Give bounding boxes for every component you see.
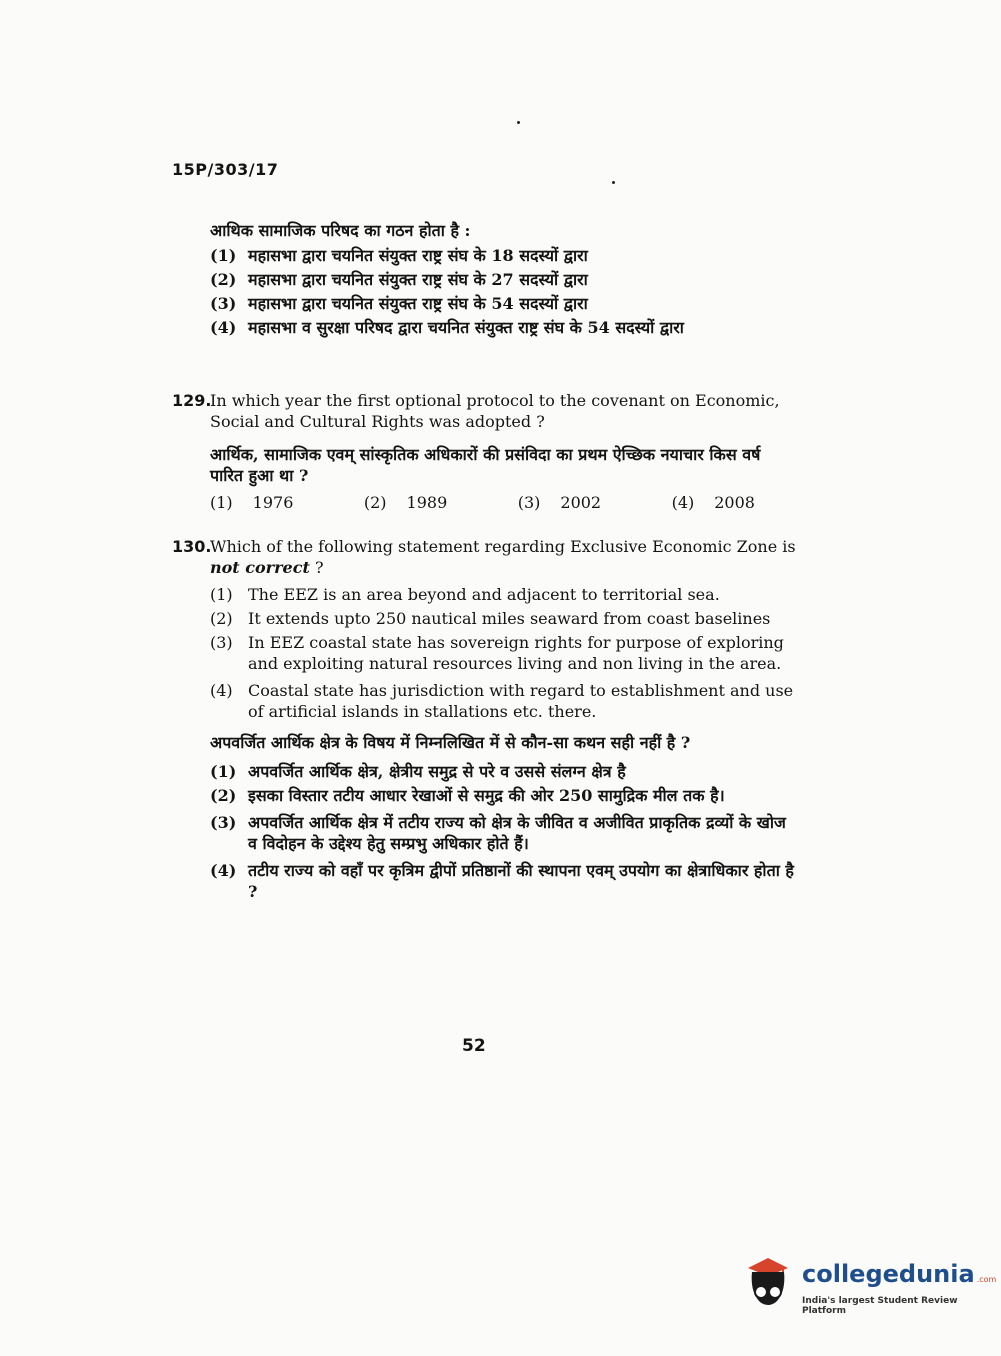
option: (3) अपवर्जित आर्थिक क्षेत्र में तटीय राज्य को क्षेत्र के जीवित व अजीवित प्राकृतिक द्रव्यों के खोज व विदोहन के उद्देश्य हेतु सम्प्रभु अधिकार होते हैं। (210, 813, 786, 853)
paper-code: 15P/303/17 (172, 160, 279, 179)
prev-question-hindi (172, 220, 797, 341)
option: (4) तटीय राज्य को वहाँ पर कृत्रिम द्वीपों प्रतिष्ठानों की स्थापना एवम् उपयोग का क्षेत्राधिकार होता है ? (210, 861, 794, 901)
page-number: 52 (462, 1036, 486, 1056)
question-english (172, 536, 797, 578)
option: (3) महासभा द्वारा चयनित संयुक्त राष्ट्र संघ के 54 सदस्यों द्वारा (210, 294, 588, 313)
options-list (210, 245, 797, 338)
option: (2) महासभा द्वारा चयनित संयुक्त राष्ट्र संघ के 27 सदस्यों द्वारा (210, 270, 588, 289)
question-129 (172, 390, 797, 513)
options-row (210, 492, 755, 513)
option: (2) इसका विस्तार तटीय आधार रेखाओं से समुद्र की ओर 250 सामुद्रिक मील तक है। (210, 786, 725, 805)
scan-speck (517, 121, 520, 124)
question-text-hindi: अपवर्जित आर्थिक क्षेत्र के विषय में निम्नलिखित में से कौन-सा कथन सही नहीं है ? (210, 733, 691, 752)
question-number: 129. (172, 391, 212, 410)
options-list-hindi (210, 761, 797, 902)
question-text-english: In which year the first optional protocol to the covenant on Economic, Social and Cultural Rights was adopted ? (210, 391, 780, 431)
question-130 (172, 536, 797, 905)
option: (1) अपवर्जित आर्थिक क्षेत्र, क्षेत्रीय समुद्र से परे व उससे संलग्न क्षेत्र है (210, 762, 626, 781)
option: (4) महासभा व सुरक्षा परिषद द्वारा चयनित संयुक्त राष्ट्र संघ के 54 सदस्यों द्वारा (210, 318, 684, 337)
brand-tagline: India's largest Student Review Platform (802, 1296, 958, 1316)
brand-name: collegedunia .com (802, 1260, 997, 1288)
option: (2) 1989 (363, 493, 448, 512)
student-mascot-icon (742, 1252, 794, 1308)
emphasis: not correct (210, 558, 310, 577)
question-text-english: Which of the following statement regarding Exclusive Economic Zone is not correct ? (210, 537, 796, 577)
collegedunia-logo (742, 1248, 997, 1318)
options-list-english (210, 584, 797, 722)
option: (1) 1976 (210, 493, 294, 512)
scan-speck (612, 181, 615, 184)
question-number: 130. (172, 537, 212, 556)
question-english (172, 390, 797, 432)
option: (4) 2008 (671, 493, 755, 512)
question-stem-hindi: आथिक सामाजिक परिषद का गठन होता है : (210, 221, 471, 240)
option: (2) It extends upto 250 nautical miles seaward from coast baselines (210, 609, 771, 628)
option: (3) 2002 (517, 493, 602, 512)
option: (1) महासभा द्वारा चयनित संयुक्त राष्ट्र संघ के 18 सदस्यों द्वारा (210, 246, 588, 265)
option: (3) In EEZ coastal state has sovereign rights for purpose of exploring and exploiting natural resources living and non living in the area. (210, 633, 784, 673)
option: (1) The EEZ is an area beyond and adjacent to territorial sea. (210, 585, 720, 604)
question-text-hindi: आर्थिक, सामाजिक एवम् सांस्कृतिक अधिकारों की प्रसंविदा का प्रथम ऐच्छिक नयाचार किस वर्ष पारित हुआ था ? (210, 445, 761, 485)
option: (4) Coastal state has jurisdiction with regard to establishment and use of artificial islands in stallations etc. there. (210, 681, 794, 721)
